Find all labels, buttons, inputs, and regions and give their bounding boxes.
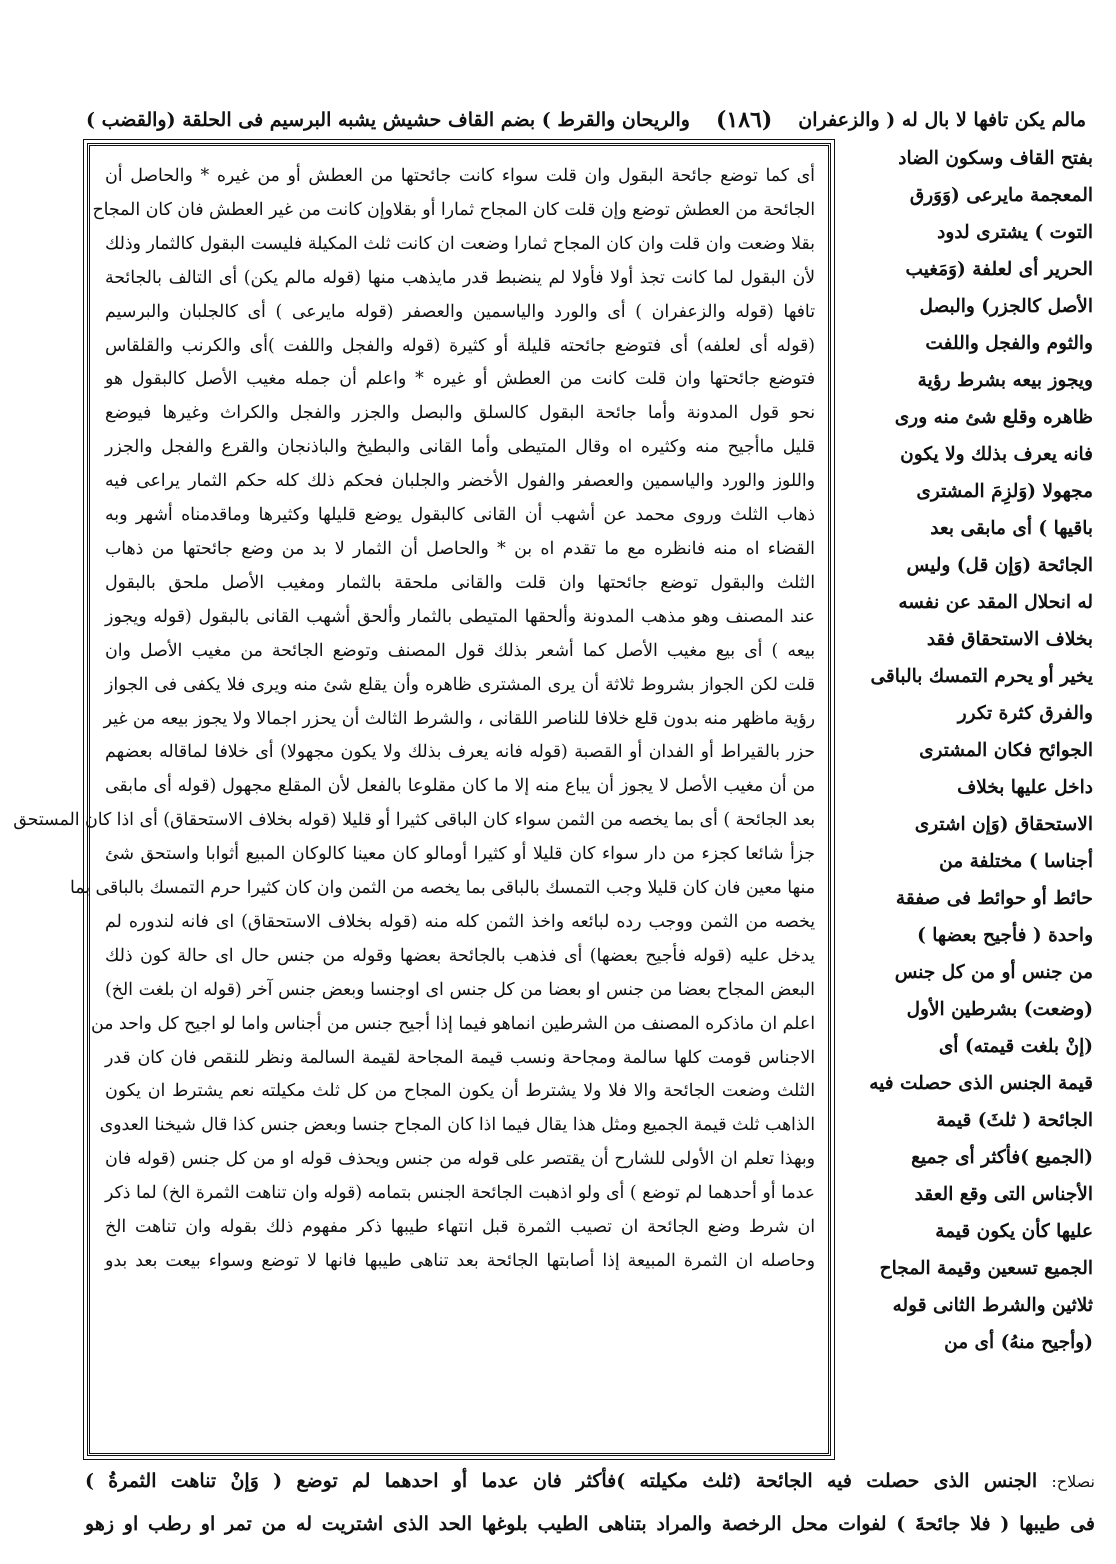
text-line: حزر بالقيراط أو الفدان أو القصبة (قوله فانه يعرف بذلك ولا يكون مجهولا) أى خلافا لماقاله بعضهم (105, 742, 815, 763)
text-line: وبهذا تعلم ان الأولى للشارح أن يقتصر على قوله من جنس ويحذف قوله او من كل جنس (قوله فان (105, 1149, 815, 1170)
page-header (86, 103, 1086, 137)
text-line: عدما أو أحدهما لم توضع ) أى ولو اذهبت الجائحة الجنس بتمامه (قوله وان تناهت الثمرة الخ) لما ذكر (105, 1183, 815, 1204)
margin-line: الاستحقاق (وَإن اشترى (914, 814, 1093, 835)
margin-line: الأصل كالجزر) والبصل (919, 296, 1093, 317)
margin-line: حائط أو حوائط فى صفقة (895, 888, 1093, 909)
margin-line: التوت ) يشترى لدود (937, 222, 1093, 243)
margin-line: (وضعت) بشرطين الأول (906, 999, 1093, 1020)
margin-line: داخل عليها بخلاف (957, 777, 1093, 798)
text-line: نحو قول المدونة وأما جائحة البقول كالسلق والبصل والجزر والفجل والكراث وغيرها فيوضع (105, 403, 815, 424)
margin-line: واحدة ( فأجيح بعضها ) (917, 925, 1093, 946)
margin-line: له انحلال المقد عن نفسه (898, 592, 1093, 613)
margin-line: ثلاثين والشرط الثانى قوله (892, 1295, 1093, 1316)
margin-line: الجميع تسعين وقيمة المجاح (879, 1258, 1093, 1279)
text-line: فتوضع جائحتها وان قلت كانت من العطش أو غيره * واعلم أن جمله مغيب الأصل كالبقول هو (105, 369, 815, 390)
header-middle-text: والريحان والقرط ) بضم القاف حشيش يشبه البرسيم فى الحلقة (والقضب ) (86, 109, 690, 131)
margin-line: المعجمة مايرعى (وَوَرق (909, 185, 1093, 206)
text-line: وحاصله ان الثمرة المبيعة إذا أصابتها الجائحة بعد تناهى طيبها فانها لا توضع وسواء بيعت بعد بدو (105, 1251, 815, 1271)
margin-line: الجوائح فكان المشترى (919, 740, 1093, 761)
text-line: الاجناس قومت كلها سالمة ومجاحة ونسب قيمة المجاحة لقيمة السالمة ونظر للنقص فان كان قدر (105, 1047, 815, 1068)
margin-line: الجائحة ( ثلثَ) قيمة (936, 1110, 1093, 1131)
margin-line: أجناسا ) مختلفة من (939, 851, 1093, 872)
text-line: الجائحة من العطش توضع وإن قلت كان المجاح ثمارا أو بقلاوإن كانت من غير العطش فان كان المجاح (92, 199, 815, 220)
text-line: الذاهب ثلث قيمة الجميع ومثل هذا يقال فيما اذا كان المجاح جنسا وبعض جنس كذا قال شيخنا العدوى (99, 1115, 815, 1136)
footer-line-1 (85, 1460, 1095, 1503)
margin-line: باقيها ) أى مابقى بعد (930, 518, 1093, 539)
page-number: (١٨٦) (715, 107, 773, 133)
main-commentary-text (13, 160, 815, 1445)
margin-line: يخير أو يحرم التمسك بالباقى (870, 666, 1093, 687)
footer-line-2: فى طيبها ( فلا جائحةَ ) لفوات محل الرخصة والمراد بتناهى الطيب بلوغها الحد الذى اشتريت له من تمر او رطب او زهو (85, 1513, 1095, 1535)
margin-line: والثوم والفجل واللفت (925, 333, 1093, 354)
text-line: بعد الجائحة ) أى بما يخصه من الثمن سواء كان الباقى كثيرا أو قليلا (قوله بخلاف الاستحقاق) أى اذا كان المستحق (13, 810, 815, 831)
margin-line: (الجميع )فأكثر أى جميع (911, 1147, 1093, 1168)
margin-line: فانه يعرف بذلك ولا يكون (900, 444, 1093, 465)
text-line: واللوز والورد والياسمين والعصفر والفول الأخضر والجلبان فحكم ذلك كله حكم الثمار يراعى فيه (105, 471, 815, 492)
text-line: رؤية ماظهر منه بدون قلع خلافا للناصر اللقانى ، والشرط الثالث أن يحزر اجمالا ولا يجوز بيعه من غير (103, 708, 815, 729)
text-line: عند المصنف وهو مذهب المدونة وألحقها المتيطى بالثمار وألحق أشهب القانى بالبقول (قوله ويجوز (105, 606, 815, 627)
footer-line-1-text: الجنس الذى حصلت فيه الجائحة (ثلث مكيلته )فأكثر فان عدما أو احدهما لم توضع ( وَإنْ تناهت الثمرةُ ) (85, 1470, 1038, 1492)
text-line: اعلم ان ماذكره المصنف من الشرطين انماهو فيما إذا أجيح جنس من أجناس واما لو اجيح كل واحد من (91, 1013, 815, 1034)
text-line: ذهاب الثلث وروى محمد عن أشهب أن القانى كالبقول يوضع قليلها وكثيرها وماقدمناه أشهر وبه (105, 505, 815, 526)
margin-line: الأجناس التى وقع العقد (914, 1184, 1093, 1205)
text-line: البعض المجاح بعضا من جنس او بعضا من كل جنس اى اوجنسا وبعض جنس آخر (قوله ان بلغت الخ) (105, 979, 815, 1000)
text-line: قلت لكن الجواز بشروط ثلاثة أن يرى المشترى ظاهره وأن يقلع شئ منه ويرى فلا يكفى فى الجواز (105, 674, 815, 695)
margin-commentary (845, 140, 1093, 1440)
margin-line: عليها كأن يكون قيمة (935, 1221, 1093, 1242)
text-line: الثلث والبقول توضع جائحتها وان قلت والقانى ملحقة بالثمار ومغيب الأصل ملحق بالبقول (105, 572, 815, 593)
margin-line: الجائحة (وَإن قل) وليس (906, 555, 1093, 576)
text-line: جزأ شائعا كجزء من دار سواء كان قليلا أو كثيرا أومالو كان معينا كالوكان المبيع أثوابا واستحق شئ (105, 844, 815, 865)
text-line: أى كما توضع جائحة البقول وان قلت سواء كانت جائحتها من العطش أو من غيره * والحاصل أن (105, 166, 815, 186)
margin-line: الحرير أى لعلفة (وَمَغيب (905, 259, 1093, 280)
correction-mark: نصلاح: (1051, 1472, 1095, 1491)
text-line: قليل ماأجيح منه وكثيره اه وقال المتيطى وأما القانى والبطيخ والباذنجان والقرع والفجل والجزر (105, 437, 815, 458)
text-line: لأن البقول لما كانت تجذ أولا فأولا لم ينضبط قدر مايذهب منها (قوله مالم يكن) أى التالف بالجائحة (105, 267, 815, 288)
text-line: بقلا وضعت وان قلت وان كان المجاح ثمارا وضعت ان كانت ثلث المكيلة فليست البقول كالثمار وذلك (105, 233, 815, 254)
text-line: يخصه من الثمن ووجب رده لبائعه واخذ الثمن كله منه (قوله بخلاف الاستحقاق) اى فانه لندوره لم (105, 911, 815, 932)
margin-line: بفتح القاف وسكون الضاد (898, 148, 1093, 169)
text-line: ان شرط وضع الجائحة ان تصيب الثمرة قبل انتهاء طيبها ذكر مفهوم ذلك بقوله وان تناهت الخ (105, 1217, 815, 1238)
text-line: بيعه ) أى بيع مغيب الأصل كما أشعر بذلك قول المصنف وتوضع الجائحة من مغيب الأصل وان (105, 640, 815, 661)
margin-line: من جنس أو من كل جنس (894, 962, 1093, 983)
margin-line: ظاهره وقلع شئ منه ورى (894, 407, 1093, 428)
margin-line: قيمة الجنس الذى حصلت فيه (869, 1073, 1093, 1094)
margin-line: بخلاف الاستحقاق فقد (926, 629, 1093, 650)
margin-line: والفرق كثرة تكرر (957, 703, 1093, 724)
margin-line: (إنْ بلغت قيمته) أى (938, 1036, 1093, 1057)
page-footer (85, 1460, 1095, 1550)
margin-line: مجهولا (وَلزِمَ المشترى (916, 481, 1093, 502)
text-line: من أن مغيب الأصل لا يجوز أن يباع منه إلا ما كان مقلوعا بالفعل لأن المقلع مجهول (قوله أى مابقى (105, 776, 815, 797)
text-line: تافها (قوله والزعفران ) أى والورد والياسمين والعصفر (قوله مايرعى ) أى كالجلبان والبرسيم (105, 301, 815, 322)
margin-line: (وأجيح منهُ) أى من (944, 1332, 1093, 1353)
text-line: (قوله أى لعلفه) أى فتوضع جائحته قليلة أو كثيرة (قوله والفجل واللفت )أى والكرنب والقلقاس (105, 335, 815, 356)
text-line: يدخل عليه (قوله فأجيح بعضها) أى فذهب بالجائحة بعضها وقوله من جنس حال اى حالة كون ذلك (105, 945, 815, 966)
header-right-text: مالم يكن تافها لا بال له ( والزعفران (798, 109, 1086, 131)
margin-line: ويجوز بيعه بشرط رؤية (917, 370, 1093, 391)
text-line: الثلث وضعت الجائحة والا فلا ولا يشترط أن يكون المجاح من كل ثلث مكيلته نعم يشترط ان يكون (105, 1081, 815, 1102)
text-line: القضاء اه منه فانظره مع ما تقدم اه بن * والحاصل أن الثمار لا بد من وضع جائحتها من ذهاب (105, 538, 815, 559)
text-line: منها معين فان كان قليلا وجب التمسك بالباقى بما يخصه من الثمن وان كان كثيرا حرم التمسك بالباقى بما (69, 878, 815, 899)
